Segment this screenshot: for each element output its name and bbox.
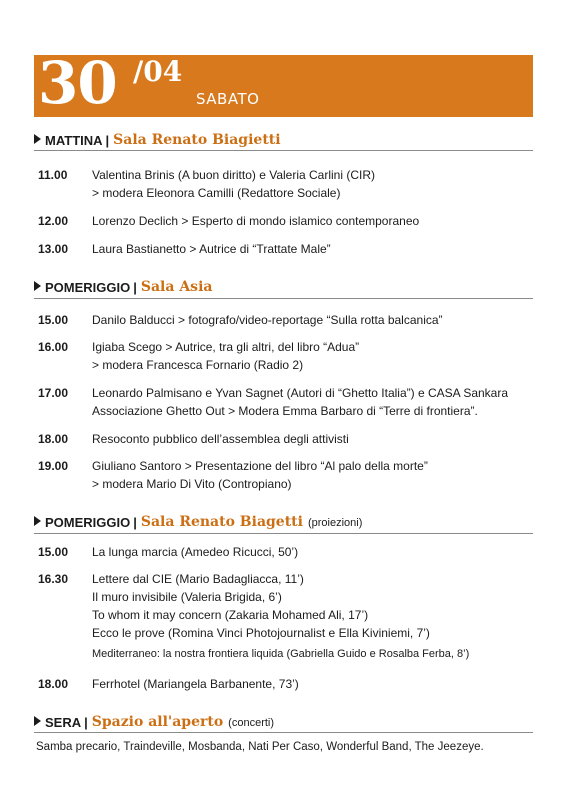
section-note: (proiezioni) (307, 517, 363, 529)
section-divider (34, 150, 533, 151)
section-heading-pomeriggio-biagetti (34, 510, 533, 530)
event-line: Giuliano Santoro > Presentazione del libro “Al palo della morte” (92, 459, 428, 473)
section-venue: Sala Renato Biagietti (113, 132, 281, 148)
event-line: Il muro invisibile (Valeria Brigida, 6’) (92, 590, 282, 604)
event-line: Laura Bastianetto > Autrice di “Trattate Male” (92, 242, 331, 256)
event-line: To whom it may concern (Zakaria Mohamed Ali, 17’) (92, 608, 369, 622)
play-triangle-icon (34, 516, 41, 526)
section-label: SERA (45, 715, 82, 730)
date-month: /04 (133, 55, 183, 88)
event-line: La lunga marcia (Amedeo Ricucci, 50’) (92, 545, 299, 559)
play-triangle-icon (34, 716, 41, 726)
sera-lineup: Samba precario, Traindeville, Mosbanda, Nati Per Caso, Wonderful Band, The Jeezeye. (36, 741, 484, 753)
date-day: 30 (38, 49, 117, 117)
event-line: Resoconto pubblico dell’assemblea degli attivisti (92, 432, 349, 446)
section-heading-sera (34, 710, 533, 730)
event-line: Igiaba Scego > Autrice, tra gli altri, del libro “Adua” (92, 340, 360, 354)
section-separator: | (84, 715, 88, 730)
section-separator: | (105, 133, 110, 148)
event-time: 13.00 (38, 242, 69, 256)
date-weekday: SABATO (196, 90, 260, 108)
section-label: POMERIGGIO (45, 280, 131, 295)
event-time: 16.00 (38, 340, 69, 354)
section-separator: | (133, 515, 137, 530)
event-line: Ecco le prove (Romina Vinci Photojournalist e Ella Kiviniemi, 7’) (92, 626, 430, 640)
event-line: Associazione Ghetto Out > Modera Emma Barbaro di “Terre di frontiera”. (92, 404, 478, 418)
event-line: > modera Mario Di Vito (Contropiano) (92, 477, 292, 491)
play-triangle-icon (34, 134, 41, 144)
event-time: 12.00 (38, 214, 69, 228)
event-line: > modera Eleonora Camilli (Redattore Sociale) (92, 186, 341, 200)
section-heading-mattina (34, 128, 533, 148)
event-time: 11.00 (38, 168, 68, 182)
event-time: 18.00 (38, 677, 69, 691)
section-divider (34, 732, 533, 733)
event-time: 15.00 (38, 545, 69, 559)
event-line: Lettere dal CIE (Mario Badagliacca, 11’) (92, 572, 304, 586)
event-time: 17.00 (38, 386, 69, 400)
event-line: Ferrhotel (Mariangela Barbanente, 73’) (92, 677, 299, 691)
section-divider (34, 533, 533, 534)
event-line: > modera Francesca Fornario (Radio 2) (92, 358, 304, 372)
section-venue: Sala Renato Biagetti (140, 514, 303, 530)
section-divider (34, 298, 533, 299)
play-triangle-icon (34, 281, 41, 291)
event-line: Lorenzo Declich > Esperto di mondo islamico contemporaneo (92, 214, 420, 228)
event-line: Danilo Balducci > fotografo/video-reportage “Sulla rotta balcanica” (92, 313, 443, 327)
section-label: POMERIGGIO (45, 515, 131, 530)
event-time: 19.00 (38, 459, 69, 473)
event-line: Valentina Brinis (A buon diritto) e Valeria Carlini (CIR) (92, 168, 376, 182)
section-separator: | (133, 280, 137, 295)
event-line: Mediterraneo: la nostra frontiera liquida (Gabriella Guido e Rosalba Ferba, 8’) (92, 648, 470, 660)
event-time: 16.30 (38, 572, 69, 586)
event-line: Leonardo Palmisano e Yvan Sagnet (Autori di “Ghetto Italia”) e CASA Sankara (92, 386, 509, 400)
section-venue: Spazio all'aperto (91, 714, 224, 730)
section-venue: Sala Asia (140, 279, 213, 295)
section-heading-pomeriggio-asia (34, 275, 533, 295)
event-time: 15.00 (38, 313, 69, 327)
section-label: MATTINA (45, 133, 103, 148)
section-note: (concerti) (228, 717, 275, 729)
event-time: 18.00 (38, 432, 69, 446)
